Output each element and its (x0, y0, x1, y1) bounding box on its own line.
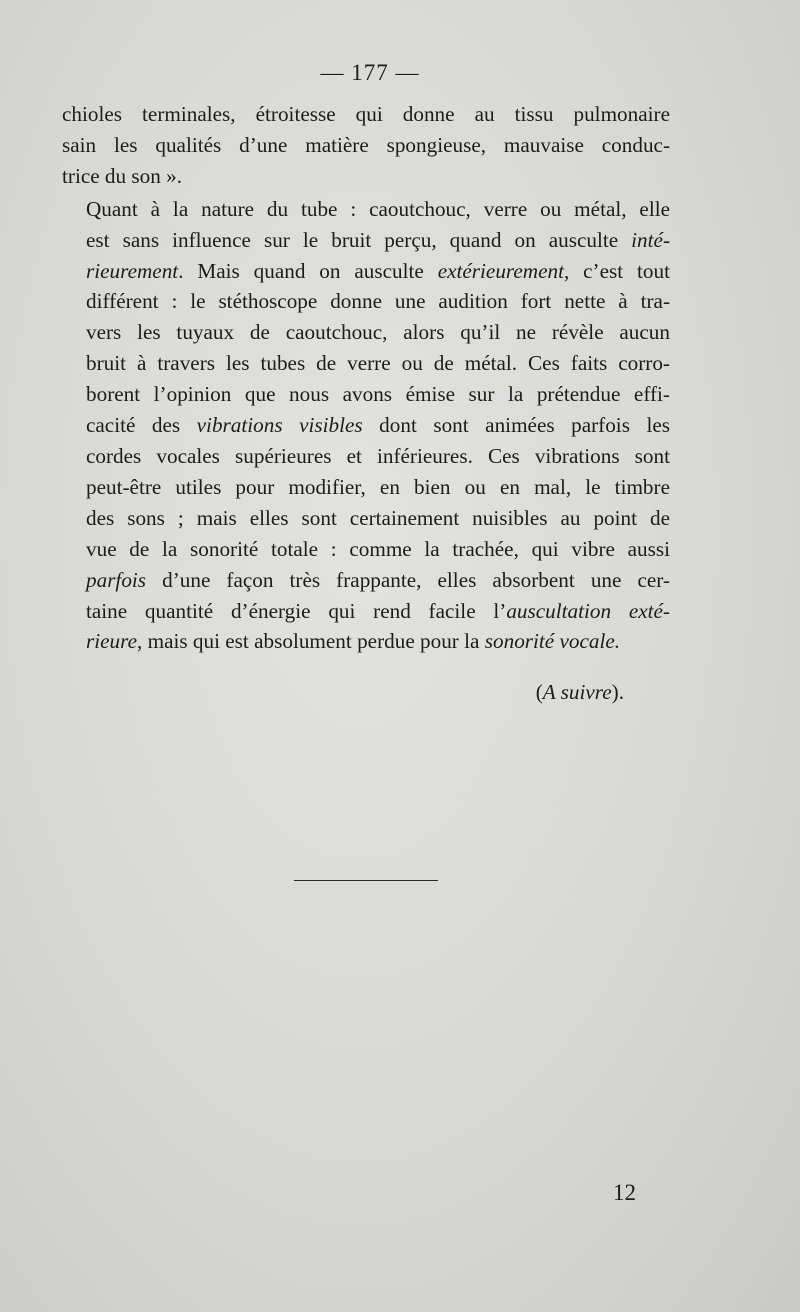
text-line: cordes vocales supérieures et inférieures. Ces vibrations sont (86, 443, 670, 468)
text-run: ( (535, 680, 543, 704)
paragraph-2 (62, 194, 670, 658)
text-line (62, 626, 670, 657)
text-run: cacité des (86, 413, 197, 438)
text-run: ). (611, 680, 624, 704)
text-run: d’une façon très frappante, elles absorbent une cer- (146, 567, 670, 592)
italic-run: rieure (86, 629, 137, 654)
text-line: différent : le stéthoscope donne une audition fort nette à tra- (86, 289, 670, 314)
paragraph-1 (62, 99, 670, 192)
text-line: chioles terminales, étroitesse qui donne au tissu pulmonaire (62, 102, 670, 126)
text-line (62, 256, 670, 287)
text-run: . Mais quand on ausculte (178, 258, 438, 283)
text-line: vue de la sonorité totale : comme la trachée, qui vibre aussi (86, 536, 670, 561)
text-run: , mais qui est absolument perdue pour la (137, 629, 485, 654)
body-text (62, 99, 670, 657)
text-line (62, 565, 670, 596)
text-line (62, 225, 670, 256)
text-line: bruit à travers les tubes de verre ou de métal. Ces faits corro- (86, 351, 670, 376)
text-run: , c’est tout (563, 258, 670, 283)
text-line: sain les qualités d’une matière spongieuse, mauvaise conduc- (62, 132, 670, 157)
text-line (62, 596, 670, 627)
text-line: Quant à la nature du tube : caoutchouc, verre ou métal, elle (86, 196, 670, 221)
italic-run: parfois (86, 567, 147, 592)
text-run: dont sont animées parfois les (362, 413, 670, 438)
text-line: peut-être utiles pour modifier, en bien ou en mal, le timbre (86, 474, 670, 499)
signature-mark: 12 (613, 1180, 636, 1205)
text-line (62, 410, 670, 441)
text-run: est sans influence sur le bruit perçu, quand on ausculte (86, 227, 632, 252)
text-line: vers les tuyaux de caoutchouc, alors qu’il ne révèle aucun (86, 320, 670, 345)
italic-run: extérieurement (437, 258, 564, 283)
italic-run: rieurement (86, 258, 179, 283)
to-be-continued (0, 680, 624, 705)
italic-run: sonorité vocale. (484, 629, 621, 654)
text-line: trice du son ». (62, 163, 183, 188)
italic-run: auscultation exté- (506, 598, 670, 623)
italic-run: vibrations visibles (196, 413, 363, 438)
page-number: — 177 — (320, 60, 420, 85)
text-run: taine quantité d’énergie qui rend facile l’ (86, 598, 507, 623)
italic-run: inté- (631, 227, 670, 252)
text-line: borent l’opinion que nous avons émise sur la prétendue effi- (86, 382, 670, 407)
text-line: des sons ; mais elles sont certainement nuisibles au point de (86, 505, 670, 530)
section-divider (294, 880, 438, 881)
italic-run: A suivre (542, 680, 612, 704)
